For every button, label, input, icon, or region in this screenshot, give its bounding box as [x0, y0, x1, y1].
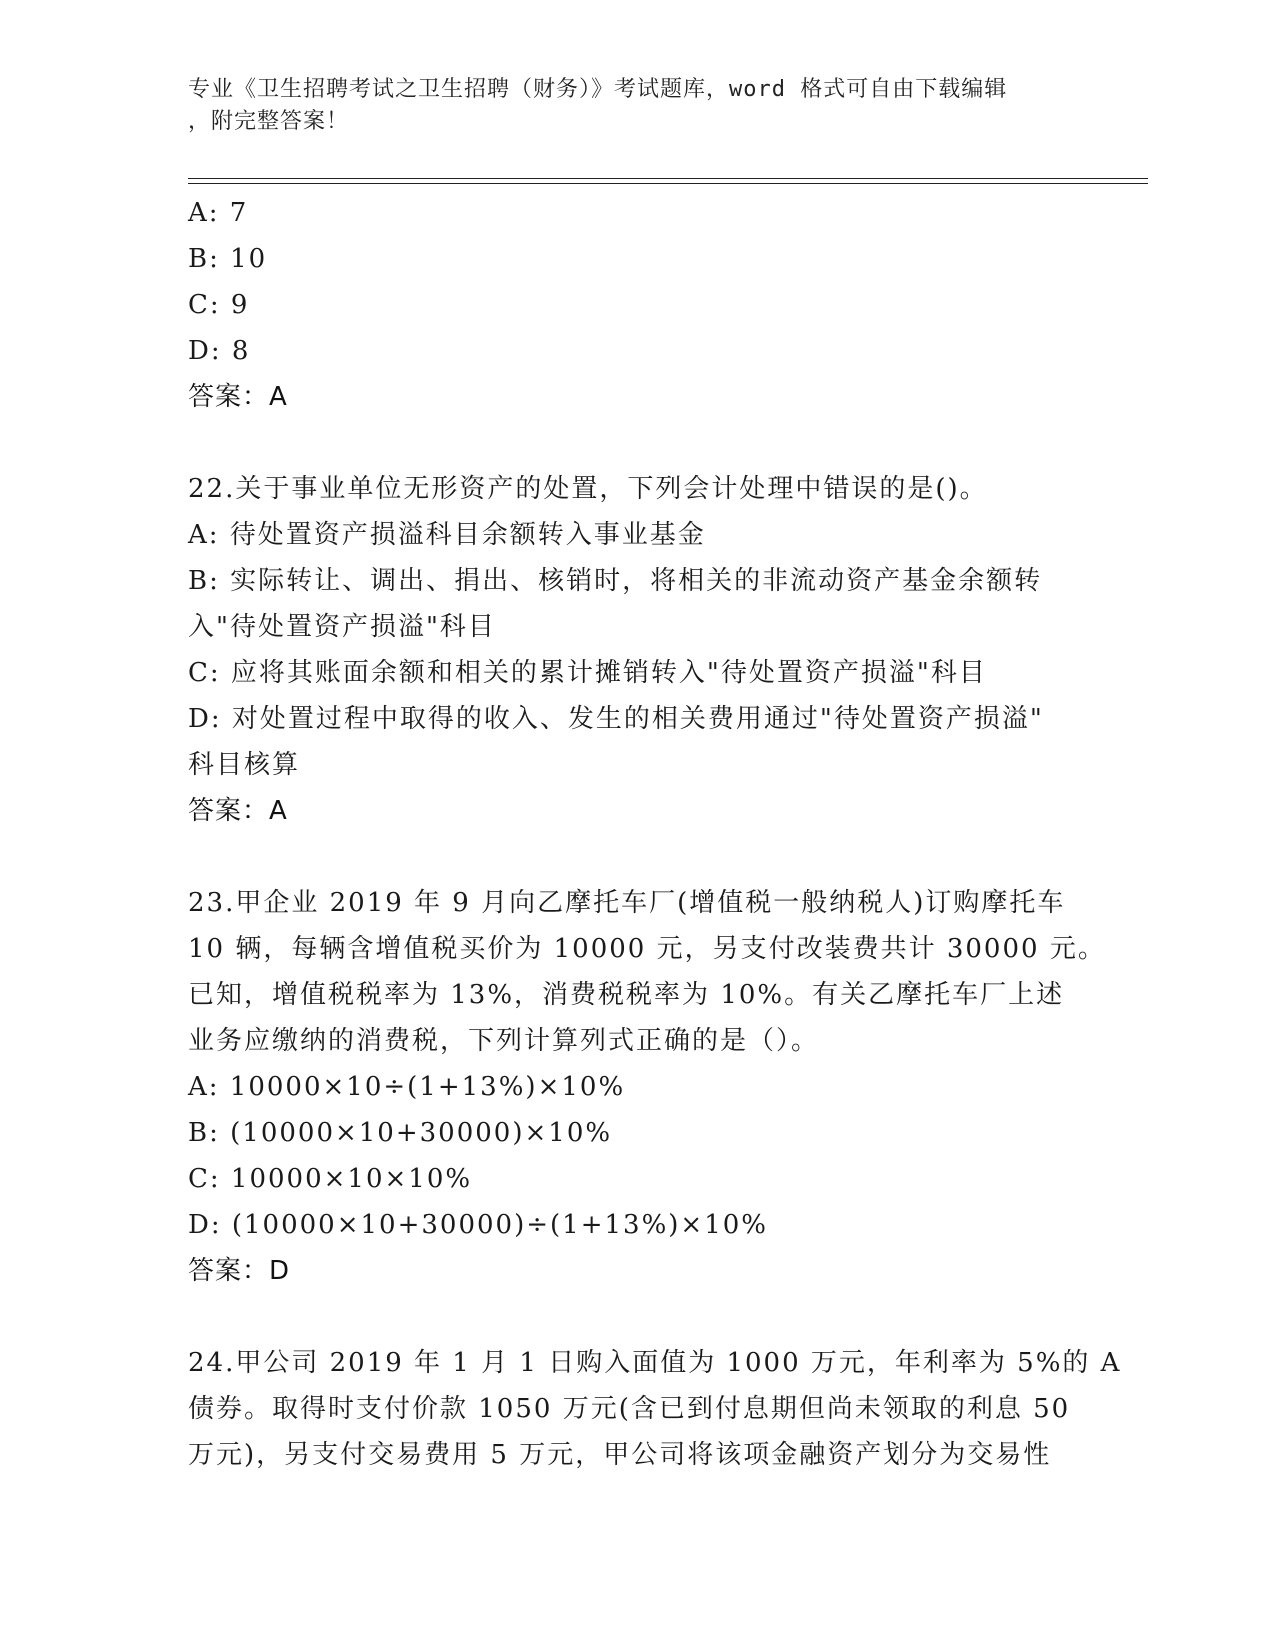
header-note-line-1: 专业《卫生招聘考试之卫生招聘（财务）》考试题库，word 格式可自由下载编辑: [188, 77, 1008, 102]
option-b: B: 实际转让、调出、捐出、核销时，将相关的非流动资产基金余额转: [188, 566, 1043, 596]
header-divider: [188, 178, 1148, 184]
question-stem-line-3: 万元)，另支付交易费用 5 万元，甲公司将该项金融资产划分为交易性: [188, 1440, 1052, 1470]
option-a: A: 10000×10÷(1+13%)×10%: [188, 1072, 626, 1102]
option-c: C: 应将其账面余额和相关的累计摊销转入"待处置资产损溢"科目: [188, 658, 987, 688]
option-d: D: 8: [188, 336, 251, 366]
option-b: B: (10000×10+30000)×10%: [188, 1118, 613, 1148]
option-c: C: 10000×10×10%: [188, 1164, 473, 1194]
question-21: [188, 190, 1148, 420]
option-b: B: 10: [188, 244, 268, 274]
option-a: A: 待处置资产损溢科目余额转入事业基金: [188, 520, 706, 550]
option-d: D: (10000×10+30000)÷(1+13%)×10%: [188, 1210, 768, 1240]
answer: 答案：A: [188, 796, 288, 826]
option-a: A: 7: [188, 198, 249, 228]
question-stem: 22.关于事业单位无形资产的处置，下列会计处理中错误的是()。: [188, 474, 988, 504]
header-note: [188, 74, 1068, 138]
question-content: [188, 190, 1148, 1478]
answer: 答案：D: [188, 1256, 291, 1286]
header-note-line-2: ，附完整答案！: [188, 109, 350, 134]
question-stem-line-3: 已知，增值税税率为 13%，消费税税率为 10%。有关乙摩托车厂上述: [188, 980, 1065, 1010]
question-24: [188, 1340, 1148, 1478]
question-stem: 24.甲公司 2019 年 1 月 1 日购入面值为 1000 万元，年利率为 5%的 A: [188, 1348, 1122, 1378]
question-23: [188, 880, 1148, 1294]
question-22: [188, 466, 1148, 834]
question-stem-line-2: 10 辆，每辆含增值税买价为 10000 元，另支付改装费共计 30000 元。: [188, 934, 1106, 964]
answer: 答案：A: [188, 382, 288, 412]
question-stem-line-2: 债券。取得时支付价款 1050 万元(含已到付息期但尚未领取的利息 50: [188, 1394, 1071, 1424]
question-stem: 23.甲企业 2019 年 9 月向乙摩托车厂(增值税一般纳税人)订购摩托车: [188, 888, 1066, 918]
option-c: C: 9: [188, 290, 250, 320]
option-d: D: 对处置过程中取得的收入、发生的相关费用通过"待处置资产损溢": [188, 704, 1044, 734]
question-stem-line-4: 业务应缴纳的消费税，下列计算列式正确的是（）。: [188, 1026, 820, 1056]
option-b-continued: 入"待处置资产损溢"科目: [188, 612, 496, 642]
option-d-continued: 科目核算: [188, 750, 301, 780]
